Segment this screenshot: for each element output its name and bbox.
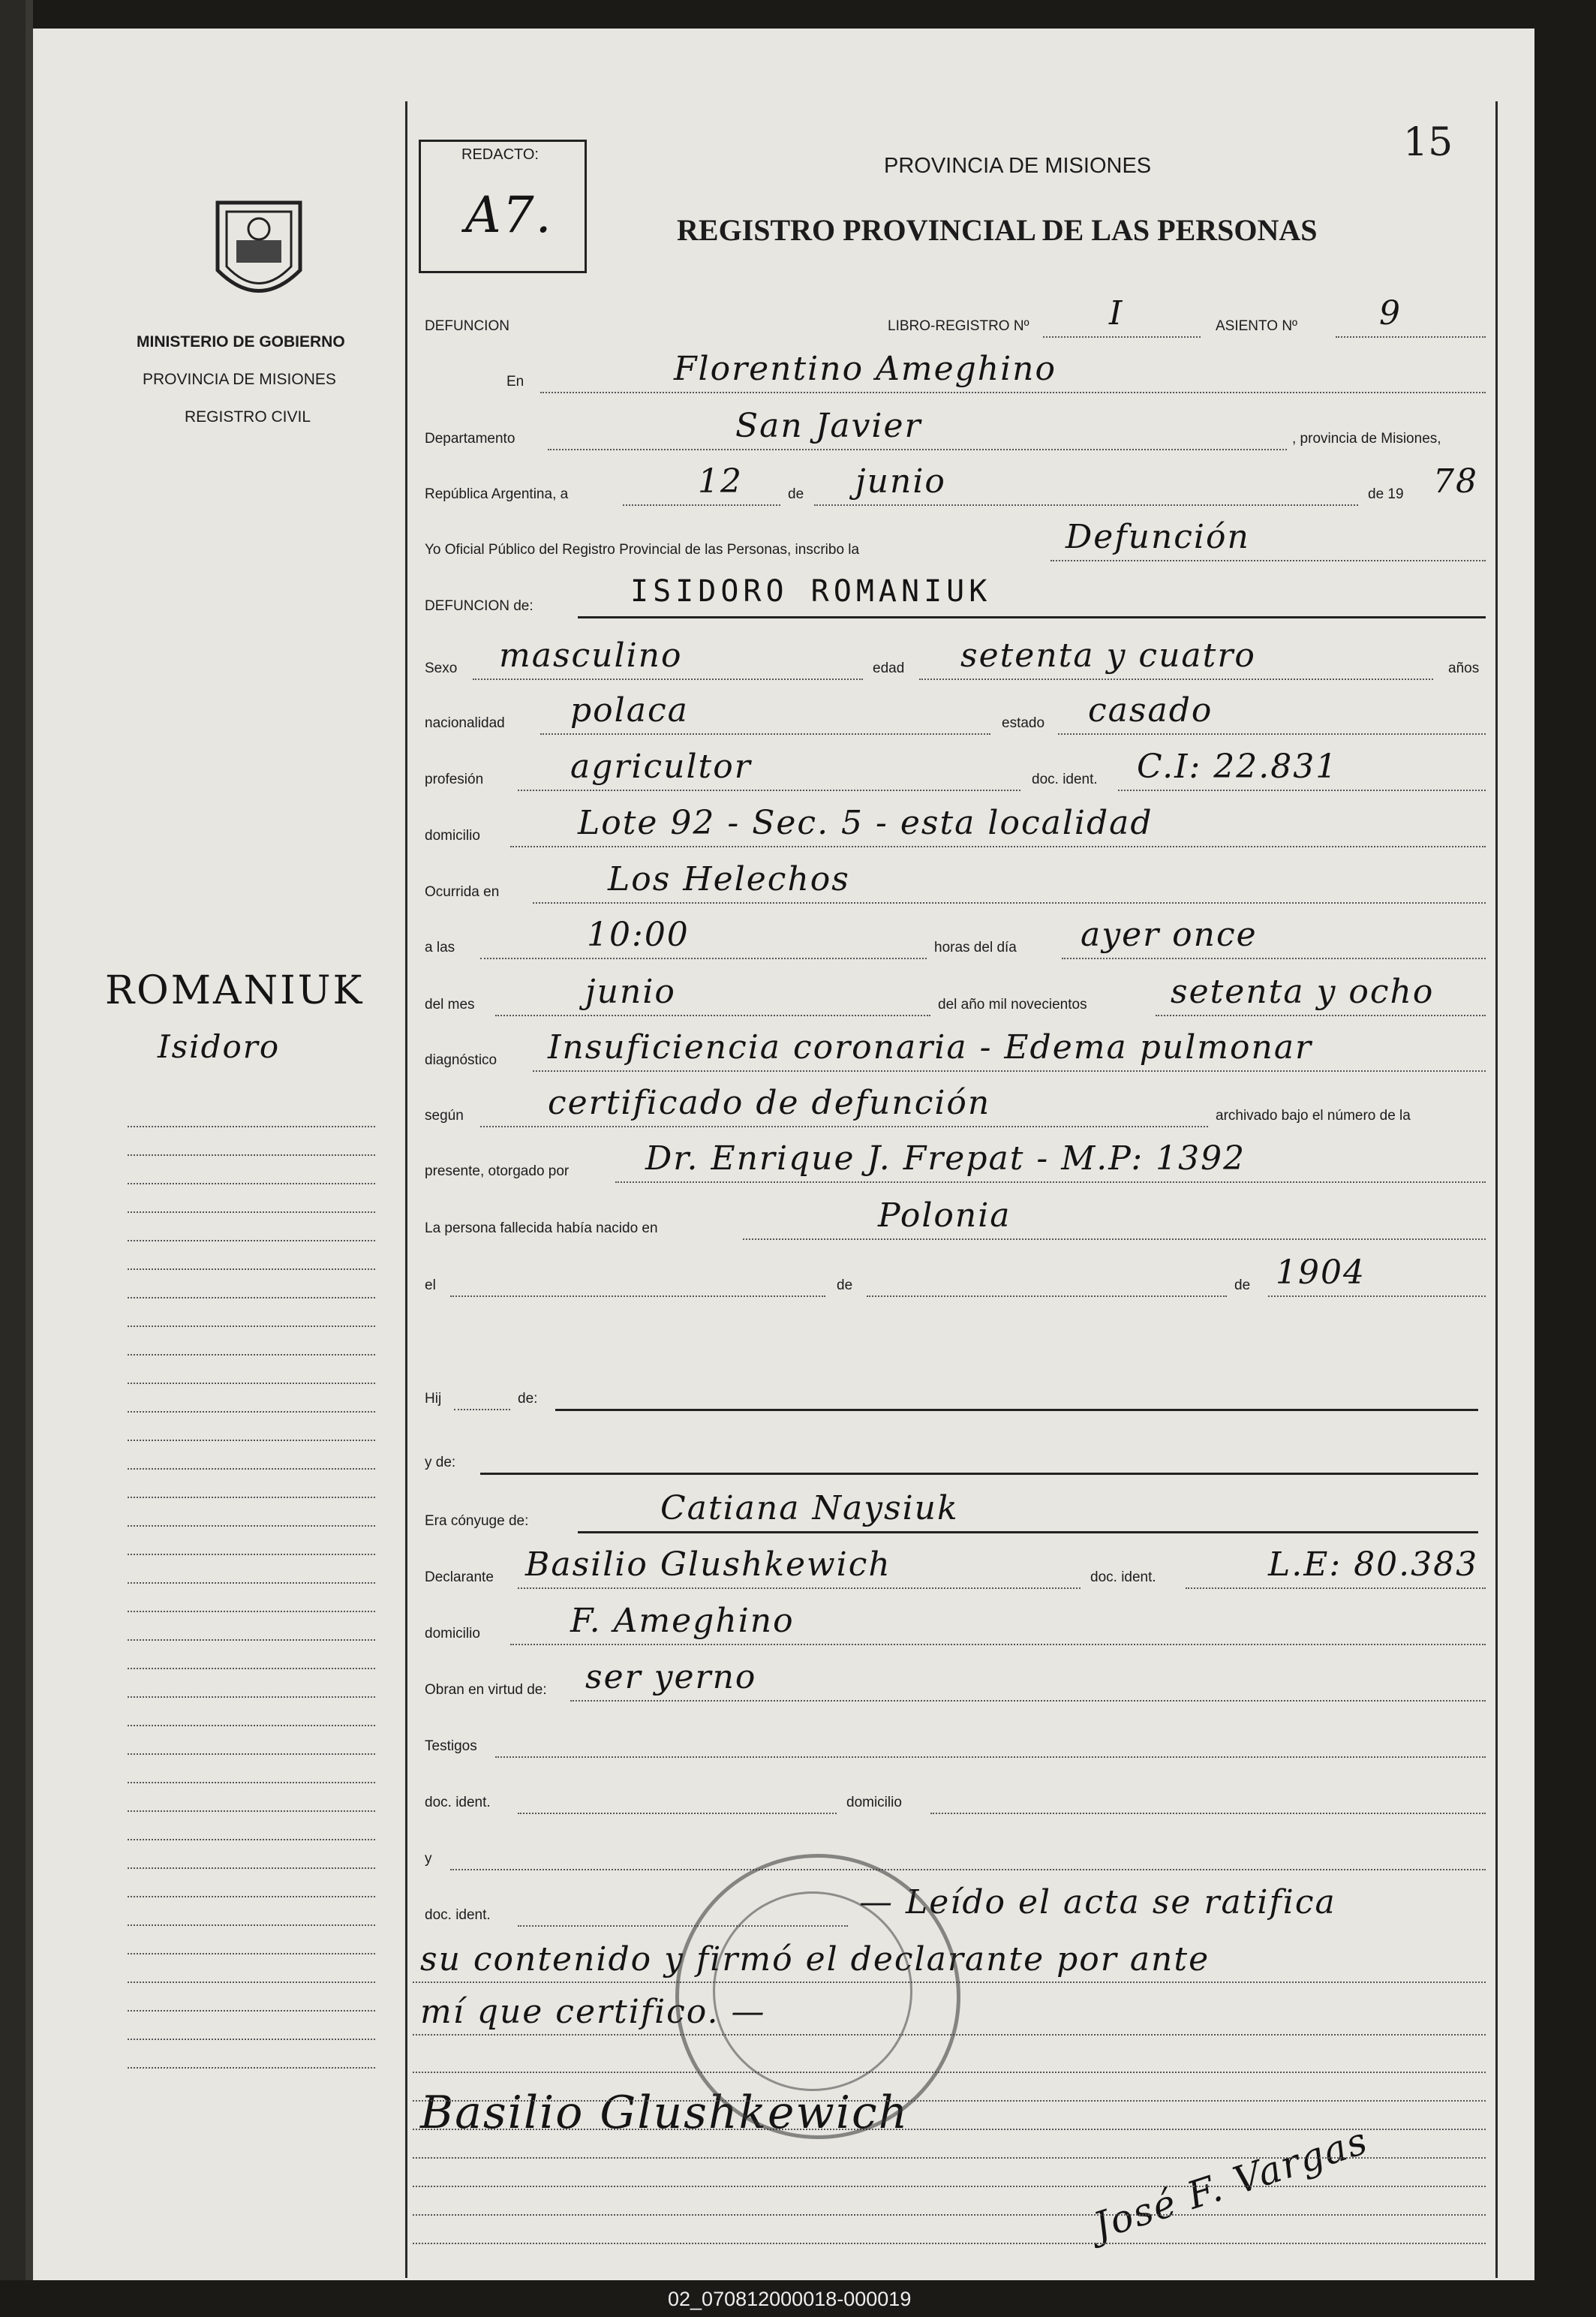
- margin-rule: [128, 1411, 375, 1413]
- presente-value-value: Dr. Enrique J. Frepat - M.P: 1392: [645, 1139, 1246, 1178]
- margin-rule: [128, 1525, 375, 1527]
- estado-value-value: casado: [1088, 691, 1213, 730]
- obran-value-value: ser yerno: [585, 1658, 757, 1696]
- anio-mil-label: del año mil novecientos: [938, 997, 1087, 1013]
- fill-line: [495, 1015, 930, 1016]
- estado-label: estado: [1002, 715, 1045, 731]
- del-mes-label: del mes: [425, 997, 475, 1013]
- closing-line-3: mí que certifico. —: [420, 1993, 766, 2031]
- hij-label: Hij: [425, 1391, 442, 1407]
- fill-line: [480, 1473, 1478, 1475]
- fill-line: [480, 1126, 1208, 1127]
- ministerio-label: MINISTERIO DE GOBIERNO: [137, 333, 345, 351]
- defuncion-label: DEFUNCION: [425, 318, 509, 334]
- y-de-label: y de:: [425, 1455, 456, 1470]
- mes-value-value: junio: [855, 462, 946, 501]
- archivado-label: archivado bajo el número de la: [1216, 1108, 1411, 1124]
- official-stamp-inner: [713, 1891, 912, 2091]
- fill-line: [623, 504, 780, 506]
- margin-rule: [128, 1582, 375, 1584]
- edad-label: edad: [873, 660, 905, 676]
- fill-line: [413, 2072, 1486, 2073]
- provincia-suffix: , provincia de Misiones,: [1292, 431, 1441, 447]
- fill-line: [495, 1756, 1486, 1758]
- fill-line: [540, 392, 1486, 393]
- defuncion-de-value-value: ISIDORO ROMANIUK: [630, 574, 992, 609]
- domicilio-label: domicilio: [425, 828, 480, 844]
- doc-ident-label: doc. ident.: [1032, 772, 1098, 787]
- province-header: PROVINCIA DE MISIONES: [884, 154, 1152, 178]
- provincia-label: PROVINCIA DE MISIONES: [143, 371, 336, 388]
- margin-rule: [128, 1440, 375, 1441]
- departamento-value-value: San Javier: [735, 407, 922, 445]
- asiento-label: ASIENTO Nº: [1216, 318, 1297, 334]
- fill-line: [454, 1409, 510, 1410]
- y-doc-label: doc. ident.: [425, 1907, 491, 1923]
- profesion-value-value: agricultor: [570, 748, 752, 786]
- fill-line: [518, 1587, 1081, 1589]
- fill-line: [1062, 958, 1486, 959]
- nacionalidad-label: nacionalidad: [425, 715, 505, 731]
- margin-rule: [128, 1154, 375, 1156]
- redacto-value: A7.: [465, 186, 553, 244]
- decl-domicilio-label: domicilio: [425, 1626, 480, 1641]
- margin-surname: ROMANIUK: [105, 968, 365, 1013]
- fill-line: [1043, 336, 1201, 338]
- image-id-caption: 02_070812000018-000019: [668, 2288, 912, 2310]
- fill-line: [1058, 733, 1486, 735]
- fill-line: [413, 2100, 1486, 2102]
- nacido-anio-value-value: 1904: [1276, 1253, 1366, 1292]
- fill-line: [578, 616, 1486, 618]
- segun-label: según: [425, 1108, 464, 1124]
- testigos-label: Testigos: [425, 1738, 477, 1754]
- profesion-label: profesión: [425, 772, 484, 787]
- margin-rule: [128, 1268, 375, 1270]
- conyuge-value-value: Catiana Naysiuk: [660, 1489, 959, 1527]
- margin-rule: [128, 1211, 375, 1213]
- a-las-value-value: 10:00: [587, 916, 690, 954]
- dia-value-value: 12: [698, 462, 743, 501]
- el-de-label: de: [837, 1277, 853, 1293]
- registro-civil-label: REGISTRO CIVIL: [185, 408, 311, 426]
- margin-rule: [128, 1782, 375, 1783]
- departamento-label: Departamento: [425, 431, 515, 447]
- margin-rule: [128, 1981, 375, 1983]
- official-signature: José F. Vargas: [1088, 2118, 1374, 2249]
- fill-line: [555, 1409, 1478, 1411]
- hij-de-label: de:: [518, 1391, 538, 1407]
- diagnostico-label: diagnóstico: [425, 1052, 497, 1068]
- margin-rule: [128, 1383, 375, 1384]
- sexo-label: Sexo: [425, 660, 458, 676]
- horas-value-value: ayer once: [1081, 916, 1258, 954]
- decl-doc-value-value: L.E: 80.383: [1268, 1545, 1479, 1584]
- el-label: el: [425, 1277, 436, 1293]
- margin-rule: [128, 1668, 375, 1669]
- fill-line: [450, 1295, 825, 1297]
- fill-line: [473, 679, 863, 680]
- del-mes-value-value: junio: [585, 973, 676, 1011]
- margin-given-name: Isidoro: [158, 1028, 281, 1065]
- fill-line: [1050, 560, 1486, 561]
- sexo-value-value: masculino: [499, 636, 683, 675]
- decl-domicilio-value-value: F. Ameghino: [570, 1602, 795, 1640]
- oficial-value-value: Defunción: [1066, 518, 1250, 556]
- fill-line: [615, 1181, 1486, 1183]
- margin-rule: [128, 1924, 375, 1926]
- declarante-value-value: Basilio Glushkewich: [525, 1545, 891, 1584]
- horas-label: horas del día: [934, 940, 1017, 955]
- domicilio-value-value: Lote 92 - Sec. 5 - esta localidad: [578, 804, 1153, 842]
- test-domicilio-label: domicilio: [846, 1795, 902, 1810]
- margin-rule: [128, 1183, 375, 1184]
- margin-rule: [128, 1354, 375, 1356]
- fill-line: [413, 2214, 1486, 2216]
- margin-rule: [128, 1810, 375, 1812]
- main-column-border: [405, 101, 407, 2278]
- fill-line: [570, 1700, 1486, 1702]
- right-border: [1495, 101, 1498, 2278]
- margin-rule: [128, 1953, 375, 1954]
- fill-line: [533, 902, 1486, 904]
- el-de2-label: de: [1234, 1277, 1251, 1293]
- diagnostico-value-value: Insuficiencia coronaria - Edema pulmonar: [548, 1028, 1313, 1067]
- fill-line: [413, 2129, 1486, 2130]
- province-seal-icon: [203, 188, 315, 315]
- closing-line1-value: — Leído el acta se ratifica: [859, 1883, 1336, 1921]
- anios-label: años: [1448, 660, 1480, 676]
- margin-rule: [128, 1126, 375, 1127]
- fill-line: [540, 733, 990, 735]
- edad-value-value: setenta y cuatro: [960, 636, 1256, 675]
- nacido-value-value: Polonia: [878, 1196, 1011, 1235]
- nacionalidad-value-value: polaca: [570, 691, 689, 730]
- de-19-label: de 19: [1368, 486, 1404, 502]
- margin-rule: [128, 1839, 375, 1840]
- fill-line: [814, 504, 1358, 506]
- fill-line: [480, 958, 927, 959]
- presente-label: presente, otorgado por: [425, 1163, 570, 1179]
- libro-value-value: I: [1109, 294, 1124, 333]
- page-number: 15: [1403, 120, 1453, 165]
- declarante-signature: Basilio Glushkewich: [420, 2087, 909, 2139]
- redacto-label: REDACTO:: [461, 146, 539, 163]
- fill-line: [930, 1813, 1486, 1814]
- margin-rule: [128, 1867, 375, 1869]
- fill-line: [548, 449, 1287, 450]
- margin-rule: [128, 1240, 375, 1241]
- margin-rule: [128, 2039, 375, 2040]
- fill-line: [743, 1238, 1486, 1240]
- en-label: En: [506, 374, 524, 390]
- fill-line: [1336, 336, 1486, 338]
- margin-rule: [128, 1497, 375, 1498]
- margin-rule: [128, 2010, 375, 2012]
- fill-line: [533, 1070, 1486, 1072]
- fill-line: [1268, 1295, 1486, 1297]
- margin-rule: [128, 1554, 375, 1555]
- y-label: y: [425, 1851, 432, 1867]
- ocurrida-label: Ocurrida en: [425, 884, 500, 900]
- libro-label: LIBRO-REGISTRO Nº: [888, 318, 1029, 334]
- margin-rule: [128, 1696, 375, 1698]
- conyuge-label: Era cónyuge de:: [425, 1513, 529, 1529]
- margin-rule: [128, 1468, 375, 1470]
- a-las-label: a las: [425, 940, 455, 955]
- doc-ident-value-value: C.I: 22.831: [1137, 748, 1339, 786]
- en-value-value: Florentino Ameghino: [674, 350, 1057, 388]
- fill-line: [1156, 1015, 1486, 1016]
- test-doc-label: doc. ident.: [425, 1795, 491, 1810]
- binding-edge: [26, 0, 33, 2317]
- fill-line: [413, 2157, 1486, 2159]
- fill-line: [1186, 1587, 1486, 1589]
- margin-rule: [128, 1611, 375, 1612]
- defuncion-de-label: DEFUNCION de:: [425, 598, 534, 614]
- declarante-label: Declarante: [425, 1569, 494, 1585]
- margin-rule: [128, 1725, 375, 1726]
- fill-line: [578, 1531, 1478, 1533]
- segun-value-value: certificado de defunción: [548, 1084, 991, 1122]
- fill-line: [510, 1644, 1486, 1645]
- fill-line: [919, 679, 1433, 680]
- fill-line: [510, 846, 1486, 847]
- anio-value-value: 78: [1433, 462, 1478, 501]
- fill-line: [518, 1813, 837, 1814]
- margin-rule: [128, 1753, 375, 1755]
- anio-mil-value-value: setenta y ocho: [1171, 973, 1435, 1011]
- fill-line: [413, 2243, 1486, 2244]
- margin-rule: [128, 1297, 375, 1298]
- margin-rule: [128, 1326, 375, 1327]
- fill-line: [518, 790, 1020, 791]
- republica-label: República Argentina, a: [425, 486, 569, 502]
- fill-line: [867, 1295, 1227, 1297]
- margin-rule: [128, 1639, 375, 1641]
- obran-label: Obran en virtud de:: [425, 1682, 547, 1698]
- closing-line-2: su contenido y firmó el declarante por ante: [420, 1940, 1210, 1978]
- margin-rule: [128, 1896, 375, 1897]
- registry-title: REGISTRO PROVINCIAL DE LAS PERSONAS: [677, 213, 1318, 247]
- fill-line: [450, 1869, 1486, 1870]
- fill-line: [1118, 790, 1486, 791]
- nacido-label: La persona fallecida había nacido en: [425, 1220, 658, 1236]
- asiento-value-value: 9: [1379, 294, 1402, 333]
- margin-rule: [128, 2067, 375, 2069]
- ocurrida-value-value: Los Helechos: [608, 860, 850, 898]
- decl-doc-label: doc. ident.: [1090, 1569, 1156, 1585]
- de-label: de: [788, 486, 804, 502]
- oficial-label: Yo Oficial Público del Registro Provincial de las Personas, inscribo la: [425, 542, 860, 558]
- fill-line: [413, 2186, 1486, 2187]
